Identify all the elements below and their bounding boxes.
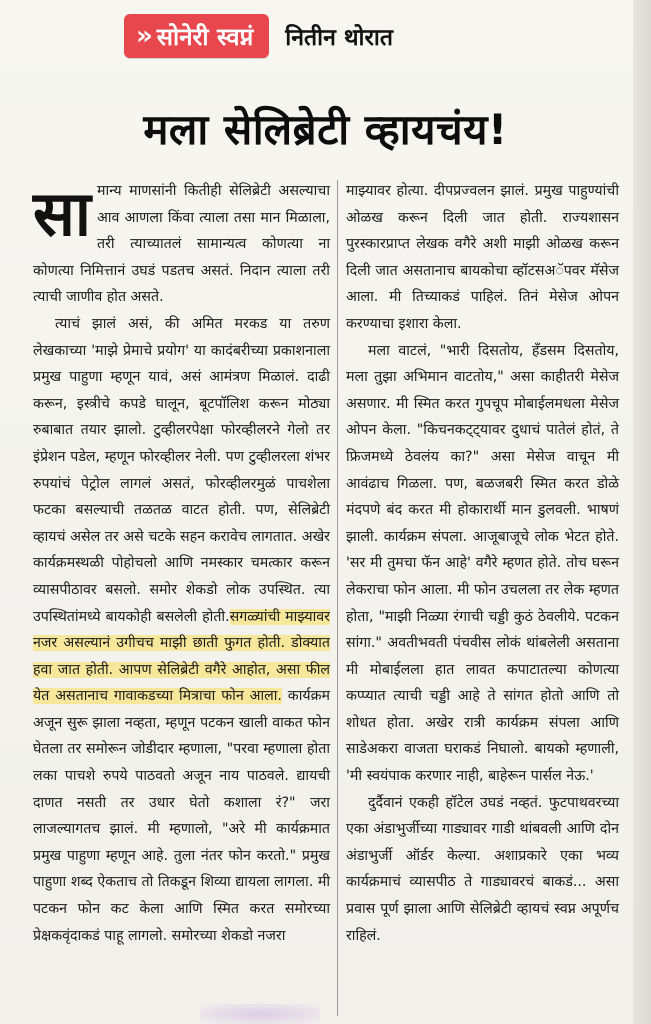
paragraph-story-text-a: त्याचं झालं असं, की अमित मरकड या तरुण लेखकाच्या 'माझे प्रेमाचे प्रयोग' या कादंबरीच्या प्रकाशनाला प्रमुख पाहुणा म्हणून यावं, असं आमंत्रण मिळालं. दाढी करून, इस्त्रीचे कपडे घालून, बूटपॉलिश करून मोठ्या रुबाबात तयार झालो. टुव्हीलरपेक्षा फोरव्हीलरने गेलो तर इंप्रेशन पडेल, म्हणून फोरव्हीलर नेली. पण टुव्हीलरला शंभर रुपयांचं पेट्रोल लागलं असतं, फोरव्हीलरमुळं पाचशेला फटका बसल्याची तळतळ वाटत होती. पण, सेलिब्रेटी व्हायचं असेल तर असे चटके सहन करावेच लागतात. अखेर कार्यक्रमस्थळी पोहोचलो आणि नमस्कार चमत्कार करून व्यासपीठावर बसलो. समोर शेकडो लोक उपस्थित. त्या उपस्थितांमध्ये बायकोही बसलेली होती. — [33, 315, 330, 625]
paragraph-messages: मला वाटलं, "भारी दिसतोय, हँडसम दिसतोय, मला तुझा अभिमान वाटतोय," असा काहीतरी मेसेज असणार. मी स्मित करत गुपचूप मोबाईलमधला मेसेज ओपन केला. "किचनकट्ट्यावर दुधाचं पातेलं होतं, ते फ्रिजमध्ये ठेवलंय का?" असा मेसेज वाचून मी आवंढाच गिळला. पण, बळजबरी स्मित करत डोळे मंदपणे बंद करत मी होकारार्थी मान डुलवली. भाषणं झाली. कार्यक्रम संपला. आजूबाजूचे लोक भेटत होते. 'सर मी तुमचा फॅन आहे' वगैरे म्हणत होते. तोच घरून लेकराचा फोन आला. मी फोन उचलला तर लेक म्हणत होता, "माझी निळ्या रंगाची चड्डी कुठं ठेवलीये. पटकन सांगा." अवतीभवती पंचवीस लोकं थांबलेली असताना मी मोबाईलला हात लावत कपाटातल्या कोणत्या कप्प्यात त्याची चड्डी आहे ते सांगत होतो आणि तो शोधत होता. अखेर रात्री कार्यक्रम संपला आणि साडेअकरा वाजता घराकडं निघालो. बायको म्हणाली, 'मी स्वयंपाक करणार नाही, बाहेरून पार्सल नेऊ.' — [346, 342, 619, 785]
paragraph-intro — [33, 178, 330, 311]
drop-cap: सा — [33, 177, 91, 250]
author-name: नितीन थोरात — [285, 25, 393, 51]
column-badge — [124, 14, 269, 58]
paragraph-story — [33, 311, 330, 949]
paragraph-story-text-b: कार्यक्रम अजून सुरू झाला नव्हता, म्हणून पटकन खाली वाकत फोन घेतला तर समोरून जोडीदार म्हणाला, "परवा म्हणाला होता लका पाचशे रुपये पाठवतो अजून नाय पाठवले. द्यायची दाणत नसती तर उधार घेतो कशाला रं?" जरा लाजल्यागतच झालं. मी म्हणालो, "अरे मी कार्यक्रमात प्रमुख पाहुणा म्हणून आहे. तुला नंतर फोन करतो." प्रमुख पाहुणा शब्द ऐकताच तो तिकडून शिव्या द्यायला लागला. मी पटकन फोन कट केला आणि स्मित करत समोरच्या प्रेक्षकवृंदाकडं पाहू लागलो. समोरच्या शेकडो नजरा — [33, 688, 330, 944]
column-name: सोनेरी स्वप्नं — [156, 22, 254, 51]
paragraph-ending: दुर्दैवानं एकही हॉटेल उघडं नव्हतं. फुटपाथवरच्या एका अंडाभुर्जीच्या गाड्यावर गाडी थांबवली आणि दोन अंडाभुर्जी ऑर्डर केल्या. अशाप्रकारे एका भव्य कार्यक्रमाचं व्यासपीठ ते गाड्यावरचं बाकडं... असा प्रवास पूर्ण झाला आणि सेलिब्रेटी व्हायचं स्वप्न अपूर्णच राहिलं. — [346, 794, 619, 944]
article-headline: मला सेलिब्रेटी व्हायचंय! — [143, 105, 508, 154]
highlighted-text: सगळ्यांची माझ्यावर नजर असल्यानं उगीचच माझी छाती फुगत होती. डोक्यात हवा जात होती. आपण सेलिब्रेटी वगैरे आहोत, असा फील येत असतानाच गावाकडच्या मित्राचा फोन आला. — [33, 608, 330, 705]
paragraph-continued: माझ्यावर होत्या. दीपप्रज्वलन झालं. प्रमुख पाहुण्यांची ओळख करून दिली जात होती. राज्यशासन पुरस्कारप्राप्त लेखक वगैरे अशी माझी ओळख करून दिली जात असतानाच बायकोचा व्हॉटसअॅपवर मॅसेज आला. मी तिच्याकडं पाहिलं. तिनं मेसेज ओपन करण्याचा इशारा केला. — [346, 183, 619, 332]
article-column-left — [33, 178, 330, 949]
paragraph-intro-text: मान्य माणसांनी कितीही सेलिब्रेटी असल्याचा आव आणला किंवा त्याला तसा मान मिळाला, तरी त्याच्यातलं सामान्यत्व कोणत्या ना कोणत्या निमित्तानं उघडं पडतच असतं. निदान त्याला तरी त्याची जाणीव होत असते. — [33, 183, 330, 306]
article-column-right — [346, 178, 619, 949]
scan-smudge — [200, 1004, 320, 1024]
column-header — [124, 12, 393, 60]
double-chevron-right-icon: » — [136, 21, 149, 51]
column-divider — [337, 180, 338, 1016]
